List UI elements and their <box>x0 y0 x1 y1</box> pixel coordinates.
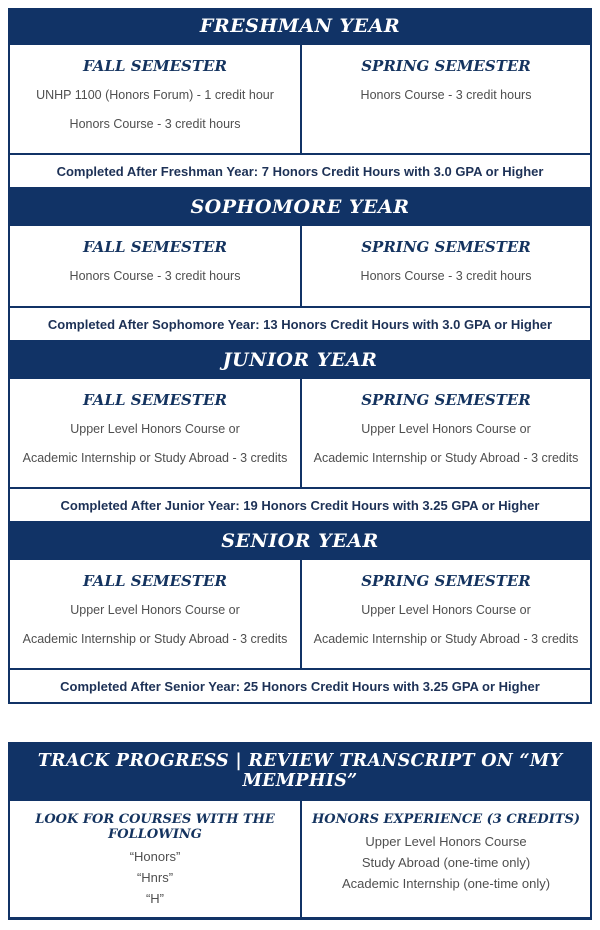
completed-banner: Completed After Sophomore Year: 13 Honors Credit Hours with 3.0 GPA or Higher <box>8 308 592 342</box>
course-line: Honors Course - 3 credit hours <box>69 116 241 131</box>
tracker-section <box>8 742 592 920</box>
year-title: SENIOR YEAR <box>8 523 592 560</box>
semester-header: FALL SEMESTER <box>83 238 227 257</box>
course-line: Academic Internship or Study Abroad - 3 credits <box>22 450 288 465</box>
semester-row <box>8 560 592 670</box>
tracker-experience-cell <box>300 801 590 917</box>
year-section-sophomore <box>8 189 592 342</box>
tracker-courses-cell <box>10 801 300 917</box>
course-line: Upper Level Honors Course or <box>70 421 240 436</box>
course-line: Upper Level Honors Course or <box>361 421 531 436</box>
semester-row <box>8 379 592 489</box>
completed-banner: Completed After Senior Year: 25 Honors Credit Hours with 3.25 GPA or Higher <box>8 670 592 704</box>
course-line: UNHP 1100 (Honors Forum) - 1 credit hour <box>36 88 274 102</box>
tracker-course-keyword: “Hnrs” <box>136 870 174 886</box>
course-line: Upper Level Honors Course or <box>361 603 531 618</box>
semester-header: FALL SEMESTER <box>83 390 227 409</box>
fall-semester-cell <box>10 379 300 487</box>
semester-header: FALL SEMESTER <box>83 572 227 591</box>
semester-header: FALL SEMESTER <box>83 57 227 75</box>
tracker-title: TRACK PROGRESS | REVIEW TRANSCRIPT ON “MY MEMPHIS” <box>8 742 592 801</box>
course-line: Honors Course - 3 credit hours <box>360 88 532 102</box>
year-section-senior <box>8 523 592 704</box>
tracker-course-keyword: “H” <box>145 891 165 907</box>
semester-header: SPRING SEMESTER <box>361 390 531 409</box>
year-title: FRESHMAN YEAR <box>8 8 592 45</box>
course-line: Honors Course - 3 credit hours <box>69 269 241 284</box>
spring-semester-cell <box>300 560 590 668</box>
course-line: Honors Course - 3 credit hours <box>360 269 532 284</box>
course-line: Academic Internship or Study Abroad - 3 credits <box>22 631 288 646</box>
tracker-experience-item: Academic Internship (one-time only) <box>341 876 551 892</box>
tracker-experience-item: Study Abroad (one-time only) <box>361 855 531 871</box>
fall-semester-cell <box>10 226 300 306</box>
year-title: SOPHOMORE YEAR <box>8 189 592 226</box>
course-line: Academic Internship or Study Abroad - 3 credits <box>313 450 579 465</box>
fall-semester-cell <box>10 45 300 153</box>
course-line: Upper Level Honors Course or <box>70 603 240 618</box>
semester-header: SPRING SEMESTER <box>361 572 531 591</box>
semester-header: SPRING SEMESTER <box>361 57 531 75</box>
tracker-course-keyword: “Honors” <box>129 849 181 865</box>
tracker-courses-header: LOOK FOR COURSES WITH THE FOLLOWING <box>35 812 275 843</box>
tracker-experience-item: Upper Level Honors Course <box>365 834 527 850</box>
year-section-junior <box>8 342 592 523</box>
spring-semester-cell <box>300 45 590 153</box>
year-title: JUNIOR YEAR <box>8 342 592 379</box>
fall-semester-cell <box>10 560 300 668</box>
semester-row <box>8 45 592 155</box>
spring-semester-cell <box>300 379 590 487</box>
completed-banner: Completed After Junior Year: 19 Honors Credit Hours with 3.25 GPA or Higher <box>8 489 592 523</box>
tracker-row <box>8 801 592 920</box>
spring-semester-cell <box>300 226 590 306</box>
completed-banner: Completed After Freshman Year: 7 Honors Credit Hours with 3.0 GPA or Higher <box>8 155 592 189</box>
semester-header: SPRING SEMESTER <box>361 238 531 257</box>
course-line: Academic Internship or Study Abroad - 3 credits <box>313 631 579 646</box>
tracker-experience-header: HONORS EXPERIENCE (3 CREDITS) <box>311 812 581 828</box>
year-section-freshman <box>8 8 592 189</box>
semester-row <box>8 226 592 308</box>
